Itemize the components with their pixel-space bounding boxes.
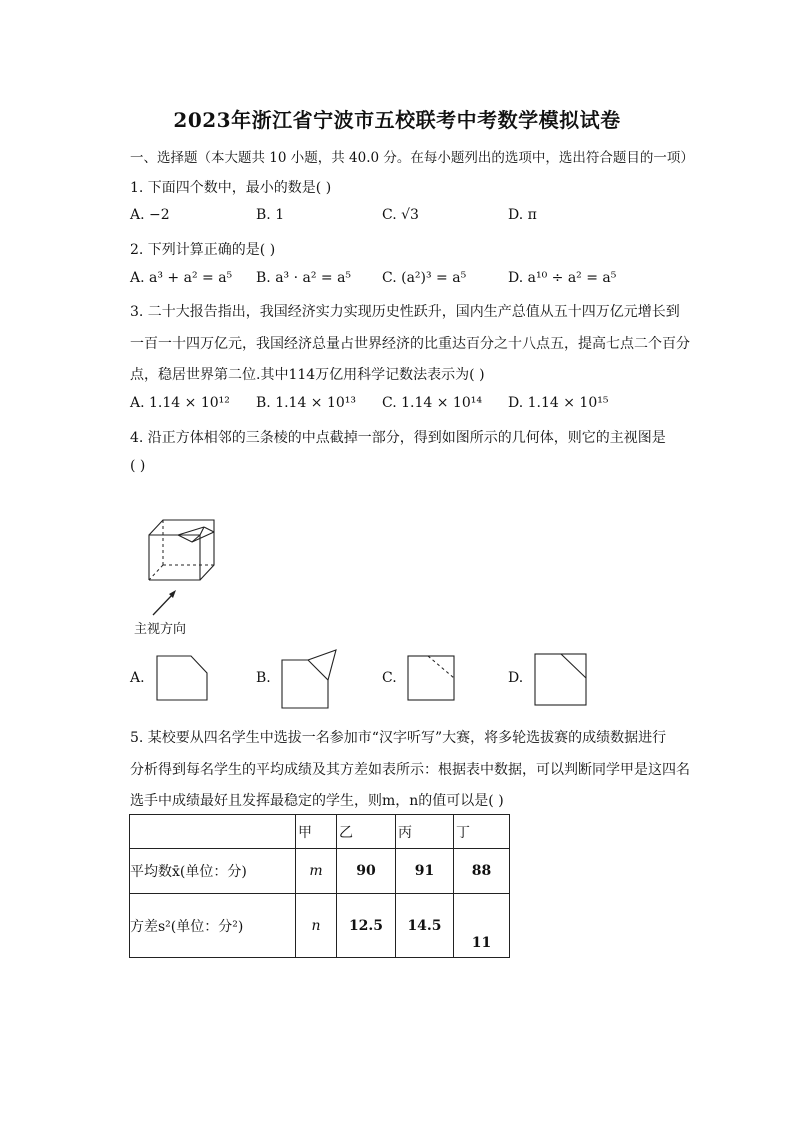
q4-stem-line1: 4. 沿正方体相邻的三条棱的中点截掉一部分，得到如图所示的几何体，则它的主视图是 <box>130 430 666 446</box>
table-cell: n <box>296 894 337 958</box>
view-direction-caption: 主视方向 <box>134 622 187 637</box>
q5-score-table <box>129 814 510 958</box>
q2-option-c[interactable]: C. (a²)³ = a⁵ <box>382 270 467 286</box>
q5-stem-line1: 5. 某校要从四名学生中选拔一名参加市“汉字听写”大赛，将多轮选拔赛的成绩数据进行 <box>130 730 667 746</box>
q4-option-c[interactable]: C. <box>382 670 397 686</box>
table-row <box>130 849 510 894</box>
q4-option-b-figure <box>278 646 342 710</box>
table-cell: 12.5 <box>337 894 396 958</box>
section-heading: 一、选择题（本大题共 10 小题，共 40.0 分。在每小题列出的选项中，选出符合题目的一项） <box>130 150 694 166</box>
q2-option-a[interactable]: A. a³ + a² = a⁵ <box>130 270 233 286</box>
table-header-cell: 甲 <box>296 815 337 849</box>
view-direction-arrow-icon <box>150 588 180 618</box>
q1-option-d[interactable]: D. π <box>508 207 537 223</box>
q5-stem-line2: 分析得到每名学生的平均成绩及其方差如表所示：根据表中数据，可以判断同学甲是这四名 <box>130 762 690 778</box>
q4-option-d[interactable]: D. <box>508 670 524 686</box>
table-header-cell <box>130 815 296 849</box>
table-header-row <box>130 815 510 849</box>
q4-option-a-figure <box>153 652 213 704</box>
table-cell: 88 <box>454 849 510 894</box>
table-header-cell: 丙 <box>396 815 454 849</box>
q4-option-c-figure <box>404 652 458 704</box>
q4-option-a[interactable]: A. <box>130 670 145 686</box>
q3-option-c[interactable]: C. 1.14 × 10¹⁴ <box>382 395 482 411</box>
q2-stem: 2. 下列计算正确的是( ) <box>130 242 276 258</box>
q3-stem-line2: 一百一十四万亿元，我国经济总量占世界经济的比重达百分之十八点五，提高七点二个百分 <box>130 336 690 352</box>
q2-option-b[interactable]: B. a³ · a² = a⁵ <box>256 270 352 286</box>
q4-option-d-figure <box>531 650 591 710</box>
q3-stem-line1: 3. 二十大报告指出，我国经济实力实现历史性跃升，国内生产总值从五十四万亿元增长到 <box>130 304 680 320</box>
q5-stem-line3: 选手中成绩最好且发挥最稳定的学生，则m，n的值可以是( ) <box>130 793 504 809</box>
q1-option-a[interactable]: A. −2 <box>130 207 170 223</box>
table-cell: 14.5 <box>396 894 454 958</box>
table-cell: 90 <box>337 849 396 894</box>
table-header-cell: 乙 <box>337 815 396 849</box>
exam-title: 2023年浙江省宁波市五校联考中考数学模拟试卷 <box>173 108 621 132</box>
q3-stem-line3: 点，稳居世界第二位.其中114万亿用科学记数法表示为( ) <box>130 367 485 383</box>
q4-stem-line2: ( ) <box>130 458 146 474</box>
q1-stem: 1. 下面四个数中，最小的数是( ) <box>130 180 332 196</box>
q1-option-b[interactable]: B. 1 <box>256 207 285 223</box>
q3-option-b[interactable]: B. 1.14 × 10¹³ <box>256 395 357 411</box>
table-cell: 11 <box>454 894 510 958</box>
q3-option-d[interactable]: D. 1.14 × 10¹⁵ <box>508 395 609 411</box>
q2-option-d[interactable]: D. a¹⁰ ÷ a² = a⁵ <box>508 270 617 286</box>
table-row <box>130 894 510 958</box>
truncated-cube-figure <box>140 510 230 590</box>
q4-option-b[interactable]: B. <box>256 670 271 686</box>
table-row-label: 方差s²(单位：分²) <box>130 894 296 958</box>
table-row-label: 平均数x̄(单位：分) <box>130 849 296 894</box>
q3-option-a[interactable]: A. 1.14 × 10¹² <box>130 395 230 411</box>
q1-option-c[interactable]: C. √3 <box>382 207 419 223</box>
table-cell: 91 <box>396 849 454 894</box>
table-header-cell: 丁 <box>454 815 510 849</box>
table-cell: m <box>296 849 337 894</box>
